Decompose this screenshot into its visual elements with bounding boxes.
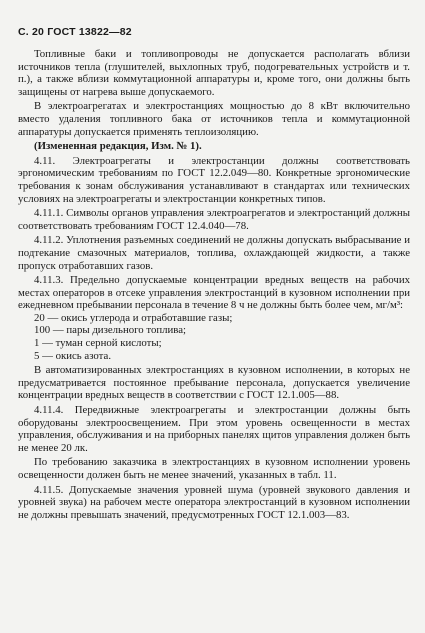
- paragraph-amendment-note: (Измененная редакция, Изм. № 1).: [34, 140, 202, 153]
- paragraph-4-11: 4.11. Электроагрегаты и электростанции должны соответствовать эргономическим требованиям по ГОСТ 12.2.049—80. Конкретные эргономические требования к зонам обслуживания устанавливают в стандартах или технических условиях на электроагрегаты и электростанции конкретных типов.: [18, 154, 410, 205]
- list-item: 100 — пары дизельного топлива;: [34, 324, 187, 337]
- paragraph-4-11-5: 4.11.5. Допускаемые значения уровней шума (уровней звукового давления и уровней звука) на рабочем месте оператора электростанций в кузовном исполнении не должны превышать значений, предусмотренных ГОСТ 12.1.003—83.: [18, 483, 410, 521]
- document-body: [18, 48, 410, 521]
- paragraph-automated-stations: В автоматизированных электростанциях в кузовном исполнении, в которых не предусматривается постоянное пребывание персонала, допускается увеличение концентрации вредных веществ в соответствии с ГОСТ 12.1.005—88.: [18, 364, 410, 402]
- paragraph-thermal-insulation: В электроагрегатах и электростанциях мощностью до 8 кВт включительно вместо удаления топливного бака от источников тепла и коммутационной аппаратуры допускается применять теплоизоляцию.: [18, 100, 410, 138]
- list-item: 20 — окись углерода и отработавшие газы;: [34, 311, 233, 324]
- list-item: 1 — туман серной кислоты;: [34, 337, 162, 350]
- concentration-list: [18, 312, 410, 362]
- paragraph-4-11-2: 4.11.2. Уплотнения разъемных соединений не должны допускать выбрасывание и подтекание смазочных материалов, топлива, охлаждающей жидкости, а также пропуск отработавших газов.: [18, 234, 410, 272]
- paragraph-4-11-3: 4.11.3. Предельно допускаемые концентрации вредных веществ на рабочих местах операторов в отсеке управления электростанций в кузовном исполнении при ежедневном пребывании персонала в течение 8 ч не должны быть более чем, мг/м³:: [18, 274, 410, 312]
- paragraph-4-11-1: 4.11.1. Символы органов управления электроагрегатов и электростанций должны соответствовать требованиям ГОСТ 12.4.040—78.: [18, 207, 410, 232]
- list-item: 5 — окись азота.: [34, 349, 112, 362]
- paragraph-fuel-tanks: Топливные баки и топливопроводы не допускается располагать вблизи источников тепла (глушителей, выхлопных труб, подогревательных устройств и т. п.), а также вблизи коммутационной аппаратуры и, кроме того, они должны быть защищены от нагрева выше допускаемого.: [18, 48, 410, 98]
- paragraph-customer-request: По требованию заказчика в электростанциях в кузовном исполнении уровень освещенности должен быть не менее значений, указанных в табл. 11.: [18, 456, 410, 481]
- page-header: С. 20 ГОСТ 13822—82: [18, 26, 132, 38]
- paragraph-4-11-4: 4.11.4. Передвижные электроагрегаты и электростанции должны быть оборудованы электроосвещением. При этом уровень освещенности в местах управления, обслуживания и на приборных панелях щитов управления должен быть не менее 20 лк.: [18, 404, 410, 454]
